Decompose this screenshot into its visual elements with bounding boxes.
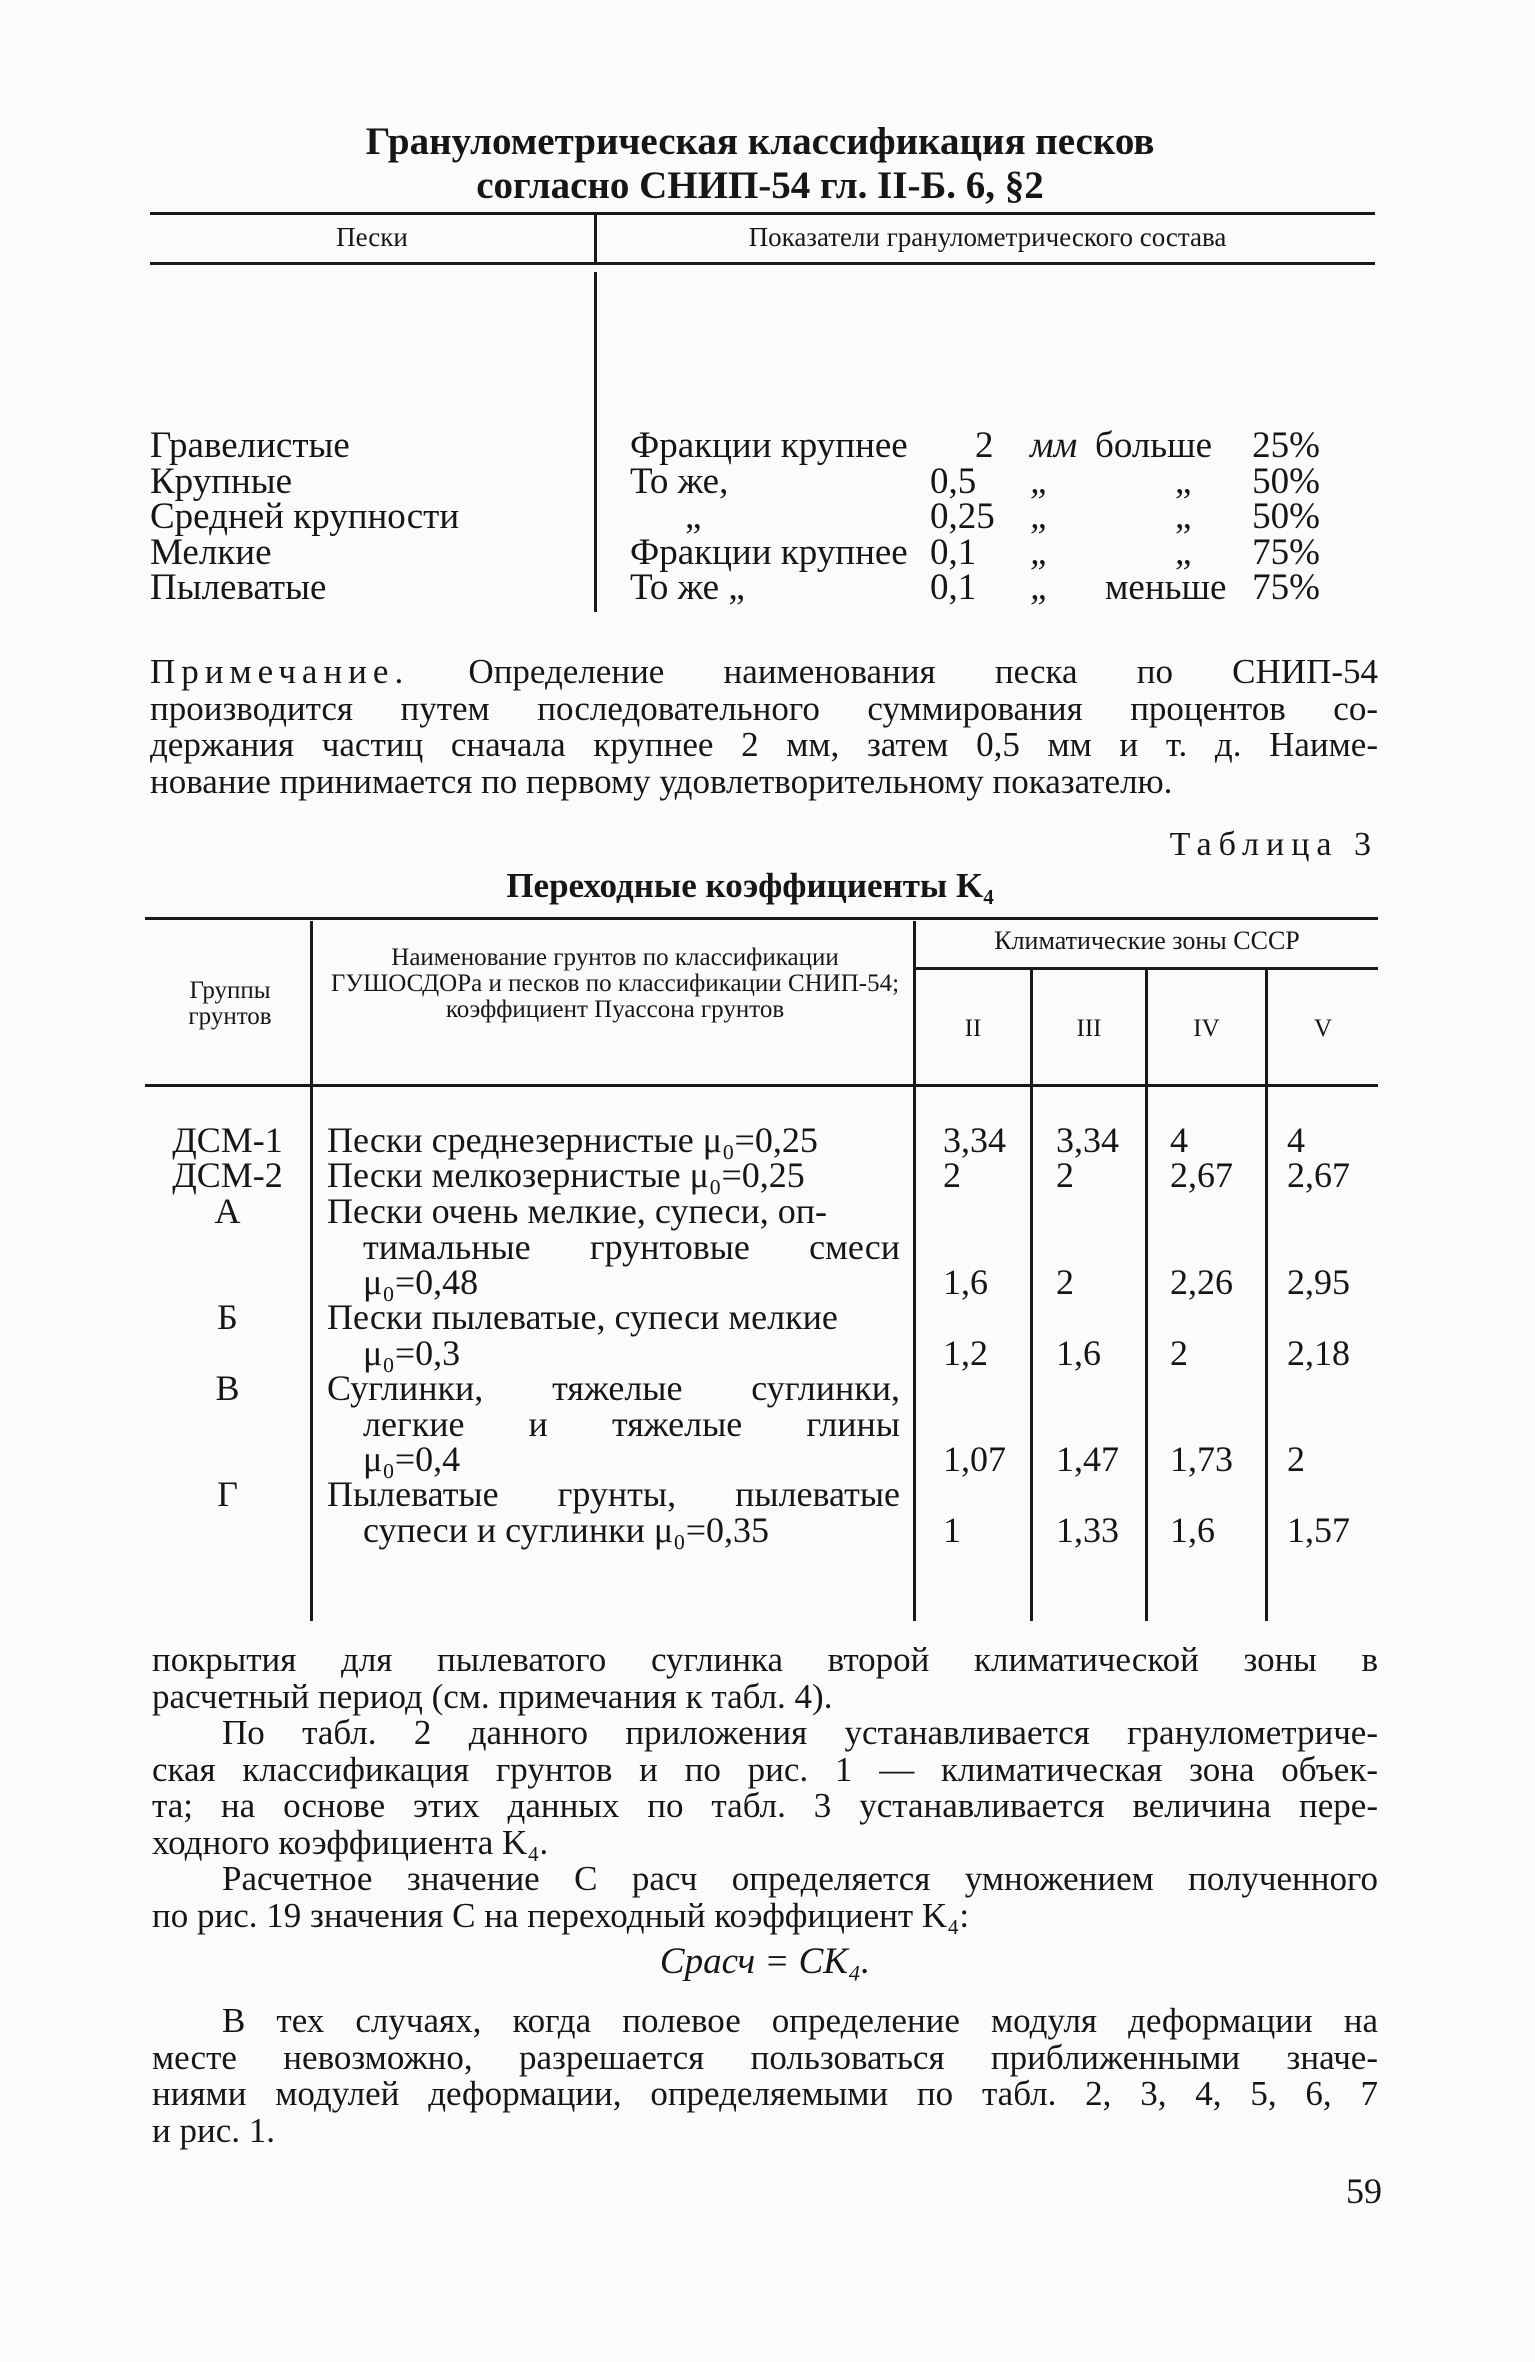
table1-cell: Фракции крупнее [630, 531, 908, 573]
table3-col-zones: Климатические зоны СССР [994, 926, 1300, 955]
note-line: нование принимается по первому удовлетворительному показателю. [150, 761, 1173, 801]
table3-zone-header: V [1313, 1015, 1333, 1042]
table1-cell: „ [1030, 567, 1051, 608]
table1-unit-column [1030, 425, 1090, 608]
table3-value: 1,6 [1170, 1510, 1215, 1550]
table3-value: 1,2 [943, 1333, 988, 1373]
table1-cell: 75% [1252, 531, 1320, 573]
table1-cell: „ [1030, 531, 1051, 573]
table3-value: 2 [1287, 1439, 1305, 1479]
table1-cell: „ [1175, 531, 1192, 573]
table3-zone-header: II [964, 1015, 982, 1042]
table3-value: 2 [1056, 1155, 1074, 1195]
table1-cell: 0,1 [930, 567, 977, 608]
table3-divider-zone [1145, 970, 1148, 1621]
table3-soil-name: Пылеватые грунты, пылеватые супеси и суглинки μ₀=0,35 [327, 1474, 900, 1550]
table3-group: А [214, 1191, 241, 1231]
paragraph: По табл. 2 данного приложения устанавливается гранулометриче- ская классификация грунтов и по рис. 1 — климатическая зона объек- та; на основе этих данных по табл. 3 устанавливается величина пере- ходного коэффициента K₄. [152, 1713, 1378, 1862]
table3-title: Переходные коэффициенты K₄ [506, 866, 994, 905]
table3-header-rule [145, 1084, 1378, 1087]
table1-cell: 25% [1252, 425, 1320, 466]
note-line: Определение наименования песка по СНИП-54 [468, 652, 1378, 691]
table3-value: 2 [1056, 1262, 1074, 1302]
table1-body-divider [594, 272, 597, 612]
table1-cell: 50% [1252, 460, 1320, 502]
table1-sand-name: Гравелистые [150, 425, 350, 466]
table1-cell: „ [1030, 460, 1051, 502]
table3-divider-groups [310, 921, 313, 1621]
table3-value: 1,33 [1056, 1510, 1119, 1550]
table3-group: ДСМ-1 [172, 1120, 283, 1160]
table3-top-rule [145, 917, 1378, 920]
table1-cell: мм [1030, 425, 1078, 466]
table1-cell: То же, [630, 460, 729, 502]
table3-soil-name: Пески пылеватые, супеси мелкие μ₀=0,3 [327, 1297, 838, 1373]
table1-sand-name: Пылеватые [150, 567, 327, 608]
table3-value: 1 [943, 1510, 961, 1550]
table3-zone-header: IV [1193, 1015, 1220, 1042]
table3-value: 2,95 [1287, 1262, 1350, 1302]
table1-cell: 75% [1252, 567, 1320, 608]
table1-cell: „ [1175, 496, 1192, 537]
table3-value: 1,47 [1056, 1439, 1119, 1479]
table3-soil-name: Суглинки, тяжелые суглинки, легкие и тяжелые глины μ₀=0,4 [327, 1368, 900, 1479]
table1-cell: 0,5 [930, 460, 977, 502]
table3-soil-name: Пески среднезернистые μ₀=0,25 [327, 1120, 818, 1160]
table3-zone-header: III [1076, 1015, 1102, 1042]
table3-value: 2,67 [1170, 1155, 1233, 1195]
table3-soil-name: Пески очень мелкие, супеси, оп- тимальные грунтовые смеси μ₀=0,48 [327, 1191, 900, 1302]
table1-col-indicators: Показатели гранулометрического состава [748, 222, 1227, 252]
table1-note [150, 654, 1378, 800]
table3-value: 1,6 [1056, 1333, 1101, 1373]
table1-cell: Фракции крупнее [630, 425, 908, 466]
table1-cell: 50% [1252, 496, 1320, 537]
table1-cell: больше [1095, 425, 1213, 466]
table3-value: 1,07 [943, 1439, 1006, 1479]
table1-indicator-text [630, 425, 930, 608]
table3-value: 2,18 [1287, 1333, 1350, 1373]
table3-value: 4 [1170, 1120, 1188, 1160]
table1-title: Гранулометрическая классификация песков согласно СНИП-54 гл. II-Б. 6, §2 [365, 120, 1155, 207]
table3-value: 1,6 [943, 1262, 988, 1302]
table3-soil-name: Пески мелкозернистые μ₀=0,25 [327, 1155, 805, 1195]
table1-header-divider [594, 212, 597, 262]
table3-value: 4 [1287, 1120, 1305, 1160]
table1-cell: „ [1030, 496, 1051, 537]
note-label: Примечание. [150, 652, 410, 691]
note-line: производится путем последовательного суммирования процентов со- [150, 688, 1378, 728]
table3-divider-zone [1030, 970, 1033, 1621]
table1-sand-name: Мелкие [150, 531, 272, 573]
table1-cell: меньше [1105, 567, 1227, 608]
paragraph: покрытия для пылеватого суглинка второй климатической зоны в расчетный период (см. примечания к табл. 4). [152, 1640, 1378, 1716]
paragraph: В тех случаях, когда полевое определение модуля деформации на месте невозможно, разрешается пользоваться приближенными значе- ниями модулей деформации, определяемыми по табл. 2, 3, 4, 5, 6, 7 и рис. 1. [152, 2001, 1378, 2150]
table3-value: 3,34 [943, 1120, 1006, 1160]
table3-group: Г [217, 1474, 238, 1514]
table3-value: 1,73 [1170, 1439, 1233, 1479]
table3-value: 3,34 [1056, 1120, 1119, 1160]
table3-value: 2,26 [1170, 1262, 1233, 1302]
table3-col-name: Наименование грунтов по классификации ГУШОСДОРа и песков по классификации СНИП-54; коэффициент Пуассона грунтов [330, 944, 900, 1023]
table1-top-rule [150, 212, 1375, 215]
table1-cell: 2 [975, 425, 994, 466]
table3-group: ДСМ-2 [172, 1155, 283, 1195]
paragraph: Расчетное значение C расч определяется умножением полученного по рис. 19 значения C на переходный коэффициент K₄: [152, 1859, 1378, 1935]
formula: Cрасч = CK₄. [659, 1941, 871, 1982]
table3-divider-zone [1265, 970, 1268, 1621]
table3-group: В [215, 1368, 240, 1408]
table1-cell: 0,1 [930, 531, 977, 573]
table3-group: Б [217, 1297, 238, 1337]
table1-size-column [930, 425, 1020, 608]
table3-label: Таблица 3 [1169, 826, 1378, 863]
table1-cell: 0,25 [930, 496, 995, 537]
table1-percent-column [1240, 425, 1320, 608]
table1-cell: „ [685, 496, 702, 537]
page-number: 59 [1346, 2171, 1382, 2211]
table1-col-sands: Пески [336, 222, 408, 252]
table1-header-rule [150, 262, 1375, 265]
table1-cell: То же „ [630, 567, 745, 608]
table3-value: 2,67 [1287, 1155, 1350, 1195]
table3-value: 2 [943, 1155, 961, 1195]
table3-value: 2 [1170, 1333, 1188, 1373]
note-line: держания частиц сначала крупнее 2 мм, затем 0,5 мм и т. д. Наиме- [150, 725, 1378, 764]
table1-sand-column [150, 425, 590, 608]
table1-compare-column [1095, 425, 1240, 608]
table3-value: 1,57 [1287, 1510, 1350, 1550]
table1-sand-name: Средней крупности [150, 496, 460, 537]
table1-cell: „ [1175, 460, 1192, 502]
table3-col-groups: Группы грунтов [188, 977, 272, 1030]
table1-sand-name: Крупные [150, 460, 293, 502]
